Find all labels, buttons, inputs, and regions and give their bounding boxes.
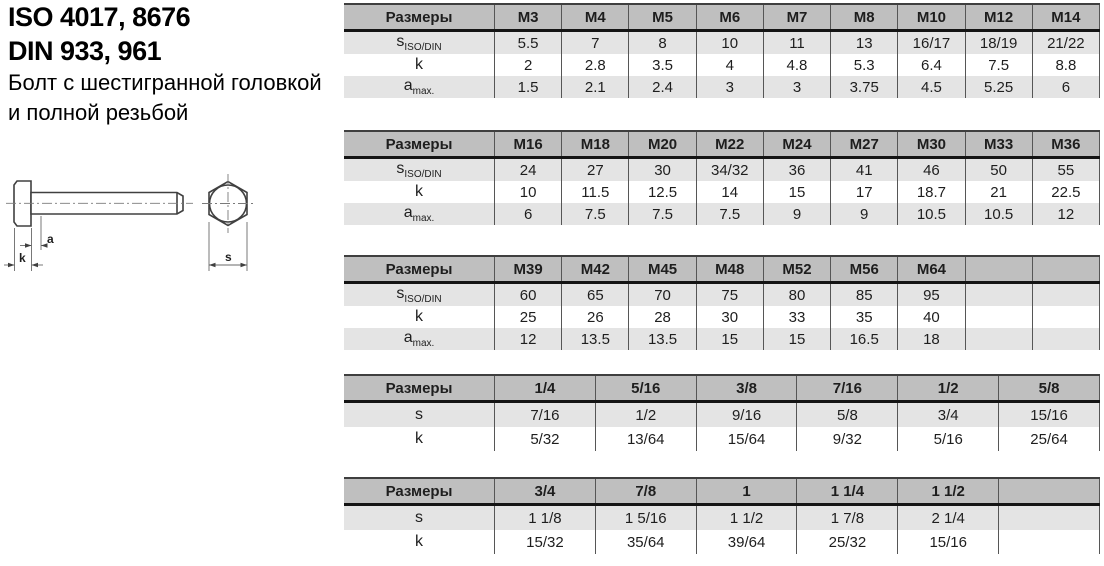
cell-value: 3 xyxy=(696,76,763,98)
column-header: M42 xyxy=(562,256,629,283)
column-header: M45 xyxy=(629,256,696,283)
cell-value: 15/16 xyxy=(898,530,999,554)
dimension-table xyxy=(344,130,1100,225)
column-header: 1 xyxy=(696,478,797,505)
column-header: M39 xyxy=(495,256,562,283)
dimension-table xyxy=(344,477,1100,554)
cell-value: 5.5 xyxy=(495,31,562,55)
cell-value: 1.5 xyxy=(495,76,562,98)
cell-value: 5.25 xyxy=(965,76,1032,98)
table-header-label: Размеры xyxy=(344,4,495,31)
table-row xyxy=(344,427,1100,451)
column-header: M16 xyxy=(495,131,562,158)
column-header: 1/2 xyxy=(898,375,999,402)
table-row xyxy=(344,158,1100,182)
cell-value: 4.5 xyxy=(898,76,965,98)
column-header: M33 xyxy=(965,131,1032,158)
column-header: M27 xyxy=(831,131,898,158)
column-header: M24 xyxy=(763,131,830,158)
table-row xyxy=(344,306,1100,328)
table-row xyxy=(344,76,1100,98)
dim-label-k: k xyxy=(19,251,26,265)
cell-value: 1 7/8 xyxy=(797,505,898,531)
cell-value: 33 xyxy=(763,306,830,328)
table-row xyxy=(344,530,1100,554)
cell-value xyxy=(1032,328,1099,350)
cell-value: 39/64 xyxy=(696,530,797,554)
table-header-label: Размеры xyxy=(344,131,495,158)
cell-value xyxy=(965,306,1032,328)
cell-value xyxy=(1032,306,1099,328)
dimension-table xyxy=(344,374,1100,451)
cell-value xyxy=(999,505,1100,531)
cell-value: 36 xyxy=(763,158,830,182)
cell-value: 75 xyxy=(696,283,763,307)
column-header: M52 xyxy=(763,256,830,283)
dim-label-s: s xyxy=(225,250,232,264)
cell-value: 35/64 xyxy=(595,530,696,554)
column-header: 7/8 xyxy=(595,478,696,505)
table-imperial-1-4-to-5-8 xyxy=(344,374,1100,451)
column-header: M5 xyxy=(629,4,696,31)
column-header: M7 xyxy=(763,4,830,31)
cell-value: 26 xyxy=(562,306,629,328)
row-label: k xyxy=(344,530,495,554)
cell-value: 6 xyxy=(495,203,562,225)
dim-k-arrow-right xyxy=(32,263,39,268)
table-row xyxy=(344,181,1100,203)
product-description-line-1: Болт с шестигранной головкой xyxy=(8,70,322,95)
column-header: 5/8 xyxy=(999,375,1100,402)
column-header: M48 xyxy=(696,256,763,283)
column-header: M30 xyxy=(898,131,965,158)
cell-value: 3.75 xyxy=(831,76,898,98)
table-row xyxy=(344,203,1100,225)
cell-value: 27 xyxy=(562,158,629,182)
cell-value: 15 xyxy=(696,328,763,350)
cell-value: 21 xyxy=(965,181,1032,203)
cell-value: 15/64 xyxy=(696,427,797,451)
cell-value: 25/64 xyxy=(999,427,1100,451)
table-row xyxy=(344,505,1100,531)
cell-value: 10 xyxy=(495,181,562,203)
cell-value: 28 xyxy=(629,306,696,328)
cell-value: 13.5 xyxy=(629,328,696,350)
dim-s-arrow-right xyxy=(241,263,248,268)
cell-value: 13.5 xyxy=(562,328,629,350)
dimension-table xyxy=(344,3,1100,98)
cell-value: 50 xyxy=(965,158,1032,182)
cell-value: 41 xyxy=(831,158,898,182)
cell-value: 9 xyxy=(831,203,898,225)
cell-value: 30 xyxy=(629,158,696,182)
cell-value: 1 1/8 xyxy=(495,505,596,531)
column-header: 3/8 xyxy=(696,375,797,402)
table-header-label: Размеры xyxy=(344,478,495,505)
cell-value: 15/32 xyxy=(495,530,596,554)
cell-value: 8.8 xyxy=(1032,54,1099,76)
dim-label-a: a xyxy=(47,232,54,246)
cell-value: 10 xyxy=(696,31,763,55)
cell-value: 9/16 xyxy=(696,402,797,428)
column-header: M8 xyxy=(831,4,898,31)
cell-value: 4 xyxy=(696,54,763,76)
cell-value: 40 xyxy=(898,306,965,328)
cell-value: 7.5 xyxy=(696,203,763,225)
cell-value: 12 xyxy=(1032,203,1099,225)
column-header xyxy=(965,256,1032,283)
table-imperial-3-4-to-1-1-2 xyxy=(344,477,1100,554)
table-metric-m16-m36 xyxy=(344,130,1100,225)
din-standard-title: DIN 933, 961 xyxy=(8,36,162,66)
cell-value: 60 xyxy=(495,283,562,307)
cell-value: 15/16 xyxy=(999,402,1100,428)
cell-value: 6 xyxy=(1032,76,1099,98)
cell-value: 7.5 xyxy=(562,203,629,225)
cell-value: 9 xyxy=(763,203,830,225)
column-header: M12 xyxy=(965,4,1032,31)
cell-value: 16/17 xyxy=(898,31,965,55)
cell-value: 46 xyxy=(898,158,965,182)
cell-value: 10.5 xyxy=(898,203,965,225)
cell-value: 9/32 xyxy=(797,427,898,451)
cell-value: 14 xyxy=(696,181,763,203)
cell-value: 3.5 xyxy=(629,54,696,76)
row-label: k xyxy=(344,427,495,451)
dimension-table xyxy=(344,255,1100,350)
cell-value: 2.8 xyxy=(562,54,629,76)
column-header: M18 xyxy=(562,131,629,158)
column-header: 3/4 xyxy=(495,478,596,505)
cell-value: 5/16 xyxy=(898,427,999,451)
cell-value: 34/32 xyxy=(696,158,763,182)
dim-s-arrow-left xyxy=(209,263,216,268)
cell-value: 24 xyxy=(495,158,562,182)
cell-value: 2 xyxy=(495,54,562,76)
column-header: M20 xyxy=(629,131,696,158)
cell-value: 55 xyxy=(1032,158,1099,182)
table-row xyxy=(344,54,1100,76)
product-description-line-2: и полной резьбой xyxy=(8,100,189,125)
cell-value: 11 xyxy=(763,31,830,55)
cell-value: 5/32 xyxy=(495,427,596,451)
column-header xyxy=(1032,256,1099,283)
cell-value: 7.5 xyxy=(965,54,1032,76)
cell-value: 3/4 xyxy=(898,402,999,428)
column-header: M56 xyxy=(831,256,898,283)
cell-value: 70 xyxy=(629,283,696,307)
cell-value: 1/2 xyxy=(595,402,696,428)
table-row xyxy=(344,402,1100,428)
column-header: M6 xyxy=(696,4,763,31)
column-header: M22 xyxy=(696,131,763,158)
cell-value: 12.5 xyxy=(629,181,696,203)
cell-value: 22.5 xyxy=(1032,181,1099,203)
cell-value: 1 5/16 xyxy=(595,505,696,531)
cell-value: 30 xyxy=(696,306,763,328)
column-header xyxy=(999,478,1100,505)
cell-value: 15 xyxy=(763,181,830,203)
column-header: M10 xyxy=(898,4,965,31)
cell-value: 17 xyxy=(831,181,898,203)
cell-value: 2.1 xyxy=(562,76,629,98)
column-header: M64 xyxy=(898,256,965,283)
cell-value: 13/64 xyxy=(595,427,696,451)
bolt-shaft-outline xyxy=(31,193,183,215)
cell-value xyxy=(965,328,1032,350)
cell-value: 5.3 xyxy=(831,54,898,76)
cell-value: 25 xyxy=(495,306,562,328)
dim-a-arrow-left xyxy=(25,243,32,248)
cell-value: 10.5 xyxy=(965,203,1032,225)
cell-value: 11.5 xyxy=(562,181,629,203)
column-header: M3 xyxy=(495,4,562,31)
table-header-label: Размеры xyxy=(344,256,495,283)
row-label: $a_{max.}$ xyxy=(344,203,495,225)
cell-value: 21/22 xyxy=(1032,31,1099,55)
table-metric-m3-m14 xyxy=(344,3,1100,98)
cell-value: 65 xyxy=(562,283,629,307)
cell-value: 6.4 xyxy=(898,54,965,76)
dim-k-arrow-left xyxy=(8,263,15,268)
title-block xyxy=(8,0,322,128)
cell-value: 16.5 xyxy=(831,328,898,350)
cell-value: 18/19 xyxy=(965,31,1032,55)
cell-value: 85 xyxy=(831,283,898,307)
cell-value: 1 1/2 xyxy=(696,505,797,531)
column-header: M14 xyxy=(1032,4,1099,31)
cell-value: 2.4 xyxy=(629,76,696,98)
cell-value xyxy=(965,283,1032,307)
iso-standard-title: ISO 4017, 8676 xyxy=(8,2,191,32)
row-label: $s_{ISO/DIN}$ xyxy=(344,31,495,55)
cell-value: 7 xyxy=(562,31,629,55)
row-label: $s_{ISO/DIN}$ xyxy=(344,283,495,307)
table-row xyxy=(344,283,1100,307)
cell-value: 12 xyxy=(495,328,562,350)
column-header: 1 1/2 xyxy=(898,478,999,505)
row-label: k xyxy=(344,181,495,203)
bolt-technical-drawing xyxy=(0,168,270,333)
table-header-label: Размеры xyxy=(344,375,495,402)
cell-value: 5/8 xyxy=(797,402,898,428)
cell-value: 25/32 xyxy=(797,530,898,554)
cell-value: 13 xyxy=(831,31,898,55)
cell-value: 35 xyxy=(831,306,898,328)
row-label: s xyxy=(344,505,495,531)
cell-value: 18.7 xyxy=(898,181,965,203)
cell-value: 7.5 xyxy=(629,203,696,225)
cell-value: 18 xyxy=(898,328,965,350)
cell-value xyxy=(1032,283,1099,307)
table-row xyxy=(344,328,1100,350)
cell-value: 2 1/4 xyxy=(898,505,999,531)
column-header: 1/4 xyxy=(495,375,596,402)
table-metric-m39-m64 xyxy=(344,255,1100,350)
column-header: 5/16 xyxy=(595,375,696,402)
row-label: s xyxy=(344,402,495,428)
cell-value: 7/16 xyxy=(495,402,596,428)
row-label: k xyxy=(344,54,495,76)
column-header: M36 xyxy=(1032,131,1099,158)
row-label: $a_{max.}$ xyxy=(344,76,495,98)
cell-value: 4.8 xyxy=(763,54,830,76)
cell-value xyxy=(999,530,1100,554)
cell-value: 80 xyxy=(763,283,830,307)
cell-value: 95 xyxy=(898,283,965,307)
cell-value: 3 xyxy=(763,76,830,98)
column-header: 1 1/4 xyxy=(797,478,898,505)
cell-value: 8 xyxy=(629,31,696,55)
column-header: M4 xyxy=(562,4,629,31)
table-row xyxy=(344,31,1100,55)
row-label: $s_{ISO/DIN}$ xyxy=(344,158,495,182)
row-label: k xyxy=(344,306,495,328)
column-header: 7/16 xyxy=(797,375,898,402)
cell-value: 15 xyxy=(763,328,830,350)
row-label: $a_{max.}$ xyxy=(344,328,495,350)
